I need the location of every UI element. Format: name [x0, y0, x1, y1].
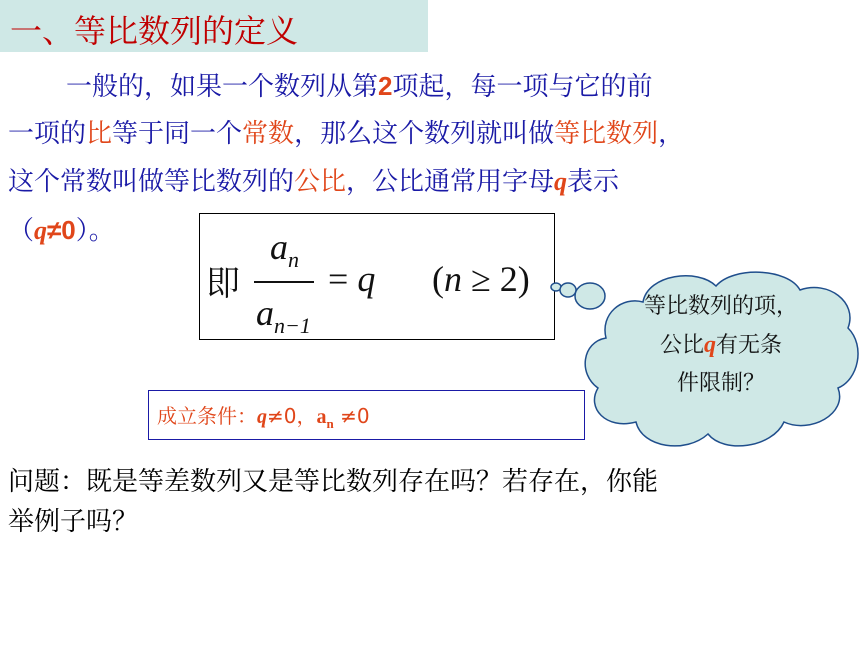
condition-label: 成立条件：	[157, 404, 257, 428]
keyword-ratio: 比	[86, 119, 113, 149]
question-text	[8, 462, 856, 542]
formula-q: q	[357, 259, 376, 299]
text-span: ，那么这个数列就叫做	[294, 119, 555, 149]
text-span: ，公比通常用字母	[346, 167, 555, 197]
formula-denominator	[256, 292, 311, 339]
condition-rest: ≥ 2)	[462, 259, 530, 299]
text-span: 有无条	[716, 333, 783, 358]
condition-an	[316, 406, 334, 431]
text-span: 这个常数叫做等比数列的	[8, 167, 295, 197]
keyword-constant: 常数	[242, 119, 295, 149]
question-line-2: 举例子吗？	[8, 507, 139, 537]
title-bar	[0, 0, 428, 52]
cloud-line-1: 等比数列的项，	[643, 294, 798, 319]
numerator-base: a	[270, 227, 288, 267]
condition-n: n	[444, 259, 462, 299]
equals-sign: =	[328, 259, 349, 299]
condition-an-not-zero: ≠0	[333, 404, 370, 428]
ratio-formula	[200, 214, 554, 339]
denominator-subscript: n−1	[274, 313, 311, 338]
formula-equals	[328, 258, 375, 300]
text-span: （	[8, 216, 35, 246]
condition-q: q	[257, 406, 267, 428]
text-span: ）。	[75, 216, 115, 246]
text-span: 项起，每一项与它的前	[392, 72, 653, 102]
text-span: 公比	[659, 333, 704, 358]
variable-q: q	[704, 332, 716, 358]
number-2: 2	[378, 71, 393, 101]
an-base: a	[316, 406, 327, 428]
text-span: 表示	[567, 167, 620, 197]
formula-prefix: 即	[206, 264, 240, 304]
variable-q: q	[554, 167, 568, 196]
formula-condition	[432, 258, 530, 300]
not-zero: ≠0	[47, 215, 76, 245]
formula-box	[199, 213, 555, 340]
cloud-bubble-medium	[560, 283, 576, 297]
definition-line-1	[8, 62, 856, 110]
condition-q-not-zero: ≠0，	[267, 404, 317, 428]
definition-line-3	[8, 158, 856, 206]
slide-title: 一、等比数列的定义	[10, 12, 299, 50]
text-span: ，	[658, 119, 685, 149]
cloud-question	[606, 288, 836, 403]
text-span: 一般的，如果一个数列从第	[66, 72, 379, 102]
cloud-bubble-large	[575, 283, 605, 309]
condition-box	[148, 390, 585, 440]
formula-numerator	[270, 226, 299, 273]
variable-q: q	[34, 216, 48, 245]
cloud-line-2	[606, 326, 836, 365]
text-span: 一项的	[8, 119, 87, 149]
text-span: 等于同一个	[112, 119, 243, 149]
keyword-geometric-sequence: 等比数列	[554, 119, 659, 149]
paren-open: (	[432, 259, 444, 299]
denominator-base: a	[256, 293, 274, 333]
cloud-line-3: 件限制？	[676, 371, 765, 396]
definition-line-2	[8, 110, 856, 158]
keyword-common-ratio: 公比	[294, 167, 347, 197]
numerator-subscript: n	[288, 247, 299, 272]
question-line-1: 问题：既是等差数列又是等比数列存在吗？若存在，你能	[8, 467, 659, 497]
an-subscript: n	[326, 416, 334, 431]
fraction-bar	[254, 281, 314, 283]
